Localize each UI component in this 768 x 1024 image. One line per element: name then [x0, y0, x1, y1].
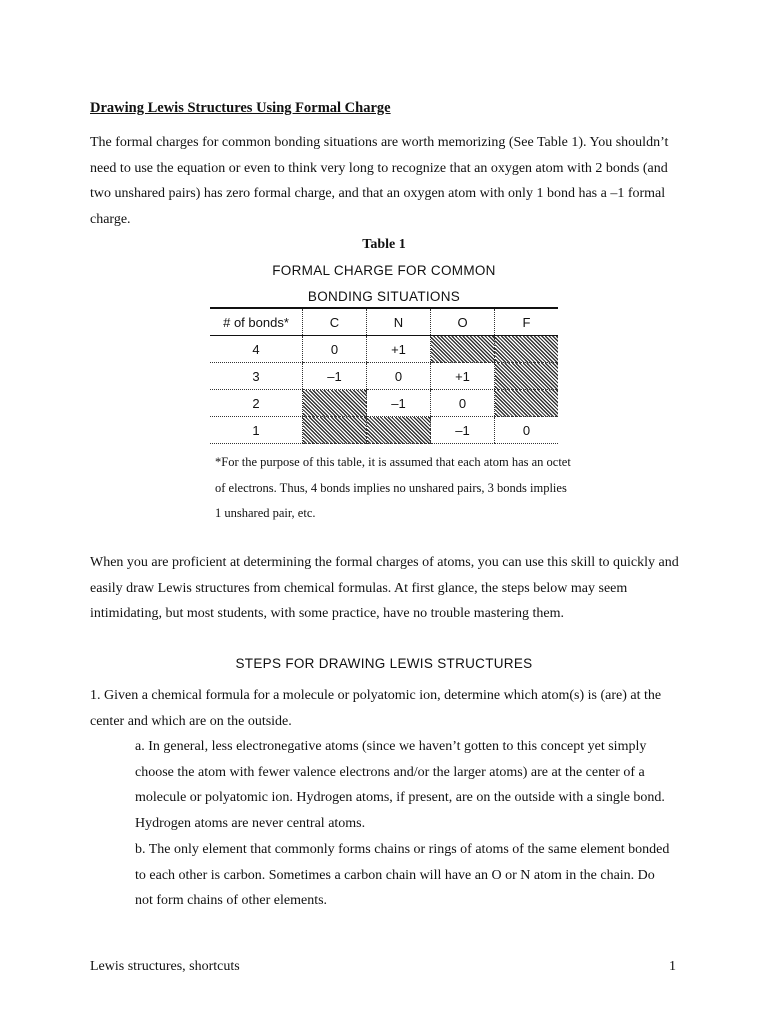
step-1b: b. The only element that commonly forms chains or rings of atoms of the same element bonded to each other is carbon. Sometimes a carbon chain will have an O or N atom in the chain. Do not form chains of other elements. — [135, 842, 670, 909]
table-cell: –1 — [367, 390, 431, 417]
table-header-cell: F — [495, 308, 559, 336]
intro-paragraph: The formal charges for common bonding situations are worth memorizing (See Table 1). You shouldn’t need to use the equation or even to think very long to recognize that an oxygen atom with 2 bonds (and two unshared pairs) has zero formal charge, and that an oxygen atom with only 1 bond has a –1 formal charge. — [90, 135, 669, 228]
footer-title: Lewis structures, shortcuts — [90, 959, 240, 974]
table-row — [210, 417, 558, 444]
table-row — [210, 363, 558, 390]
table-row — [210, 336, 558, 363]
table-cell: 0 — [367, 363, 431, 390]
shaded-cell — [431, 336, 495, 363]
step-1a: a. In general, less electronegative atoms (since we haven’t gotten to this concept yet simply choose the atom with fewer valence electrons and/or the larger atoms) are at the center of a molecule or polyatomic ion. Hydrogen atoms, if present, are on the outside with a single bond. Hydrogen atoms are never central atoms. — [135, 739, 665, 832]
page-heading: Drawing Lewis Structures Using Formal Charge — [90, 100, 391, 116]
table-cell: 0 — [495, 417, 559, 444]
table-header-cell: C — [303, 308, 367, 336]
table-cell: –1 — [303, 363, 367, 390]
table-header-cell: O — [431, 308, 495, 336]
table-header-row — [210, 308, 558, 336]
table-cell: –1 — [431, 417, 495, 444]
table-footnote: *For the purpose of this table, it is assumed that each atom has an octet of electrons. Thus, 4 bonds implies no unshared pairs, 3 bonds implies 1 unshared pair, etc. — [215, 455, 571, 520]
shaded-cell — [495, 390, 559, 417]
body-paragraph: When you are proficient at determining the formal charges of atoms, you can use this skill to quickly and easily draw Lewis structures from chemical formulas. At first glance, the steps below may seem intimidating, but most students, with some practice, have no trouble mastering them. — [90, 555, 679, 622]
steps-title: STEPS FOR DRAWING LEWIS STRUCTURES — [235, 656, 533, 671]
table-cell: +1 — [367, 336, 431, 363]
table-header-cell: # of bonds* — [210, 308, 303, 336]
table-cell: 2 — [210, 390, 303, 417]
step-1: 1. Given a chemical formula for a molecule or polyatomic ion, determine which atom(s) is (are) at the center and which are on the outside. — [90, 688, 662, 729]
shaded-cell — [303, 390, 367, 417]
shaded-cell — [367, 417, 431, 444]
shaded-cell — [303, 417, 367, 444]
table-cell: 4 — [210, 336, 303, 363]
shaded-cell — [495, 336, 559, 363]
table-caption-line1: FORMAL CHARGE FOR COMMON — [272, 263, 496, 278]
page-number: 1 — [669, 959, 676, 974]
table-cell: +1 — [431, 363, 495, 390]
table-cell: 0 — [303, 336, 367, 363]
table-caption-line2: BONDING SITUATIONS — [307, 289, 461, 304]
table-cell: 0 — [431, 390, 495, 417]
formal-charge-table — [210, 307, 558, 444]
table-row — [210, 390, 558, 417]
table-cell: 3 — [210, 363, 303, 390]
table-label: Table 1 — [362, 237, 406, 252]
table-cell: 1 — [210, 417, 303, 444]
shaded-cell — [495, 363, 559, 390]
table-header-cell: N — [367, 308, 431, 336]
